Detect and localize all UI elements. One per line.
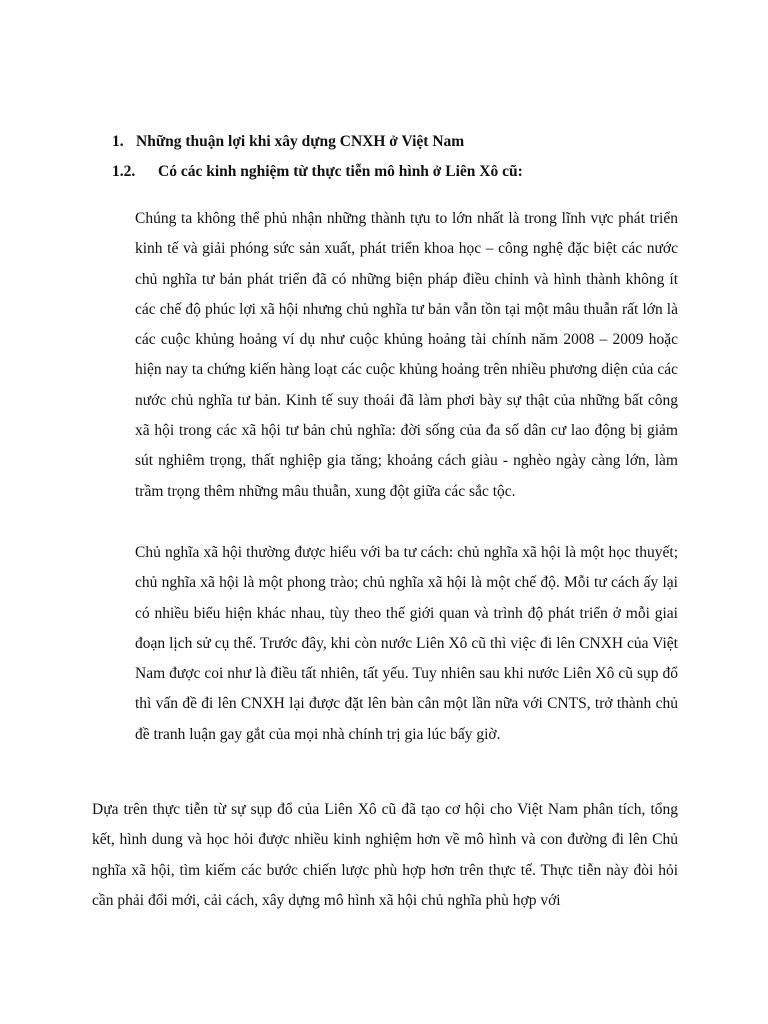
paragraph-lessons-learned: Dựa trên thực tiễn từ sự sụp đổ của Liên Xô cũ đã tạo cơ hội cho Việt Nam phân tích, tổng kết, hình dung và học hỏi được nhiều kinh nghiệm hơn về mô hình và con đường đi lên Chủ nghĩa xã hội, tìm kiếm các bước chiến lược phù hợp hơn trên thực tế. Thực tiễn này đòi hỏi cần phải đổi mới, cải cách, xây dựng mô hình xã hội chủ nghĩa phù hợp với: [92, 801, 678, 909]
section-heading-1: [112, 133, 464, 151]
section-title: Những thuận lợi khi xây dựng CNXH ở Việt Nam: [136, 133, 465, 150]
section-title: Có các kinh nghiệm từ thực tiễn mô hình ở Liên Xô cũ:: [158, 163, 523, 180]
paragraph-socialism-definition: Chủ nghĩa xã hội thường được hiểu với ba tư cách: chủ nghĩa xã hội là một học thuyết; chủ nghĩa xã hội là một phong trào; chủ nghĩa xã hội là một chế độ. Mỗi tư cách ấy lại có nhiều biểu hiện khác nhau, tùy theo thế giới quan và trình độ phát triển ở mỗi giai đoạn lịch sử cụ thể. Trước đây, khi còn nước Liên Xô cũ thì việc đi lên CNXH của Việt Nam được coi như là điều tất nhiên, tất yếu. Tuy nhiên sau khi nước Liên Xô cũ sụp đổ thì vấn đề đi lên CNXH lại được đặt lên bàn cân một lần nữa với CNTS, trở thành chủ đề tranh luận gay gắt của mọi nhà chính trị gia lúc bấy giờ.: [135, 544, 678, 743]
paragraph-capitalism-crisis: Chúng ta không thể phủ nhận những thành tựu to lớn nhất là trong lĩnh vực phát triển kinh tế và giải phóng sức sản xuất, phát triển khoa học – công nghệ đặc biệt các nước chủ nghĩa tư bản phát triển đã có những biện pháp điều chỉnh và hình thành không ít các chế độ phúc lợi xã hội nhưng chủ nghĩa tư bản vẫn tồn tại một mâu thuẫn rất lớn là các cuộc khủng hoảng ví dụ như cuộc khủng hoảng tài chính năm 2008 – 2009 hoặc hiện nay ta chứng kiến hàng loạt các cuộc khủng hoảng trên nhiều phương diện của các nước chủ nghĩa tư bản. Kinh tế suy thoái đã làm phơi bày sự thật của những bất công xã hội trong các xã hội tư bản chủ nghĩa: đời sống của đa số dân cư lao động bị giảm sút nghiêm trọng, thất nghiệp gia tăng; khoảng cách giàu - nghèo ngày càng lớn, làm trầm trọng thêm những mâu thuẫn, xung đột giữa các sắc tộc.: [135, 210, 678, 500]
section-number: 1.2.: [112, 163, 136, 180]
section-heading-1-2: [112, 163, 523, 181]
section-number: 1.: [112, 133, 124, 150]
